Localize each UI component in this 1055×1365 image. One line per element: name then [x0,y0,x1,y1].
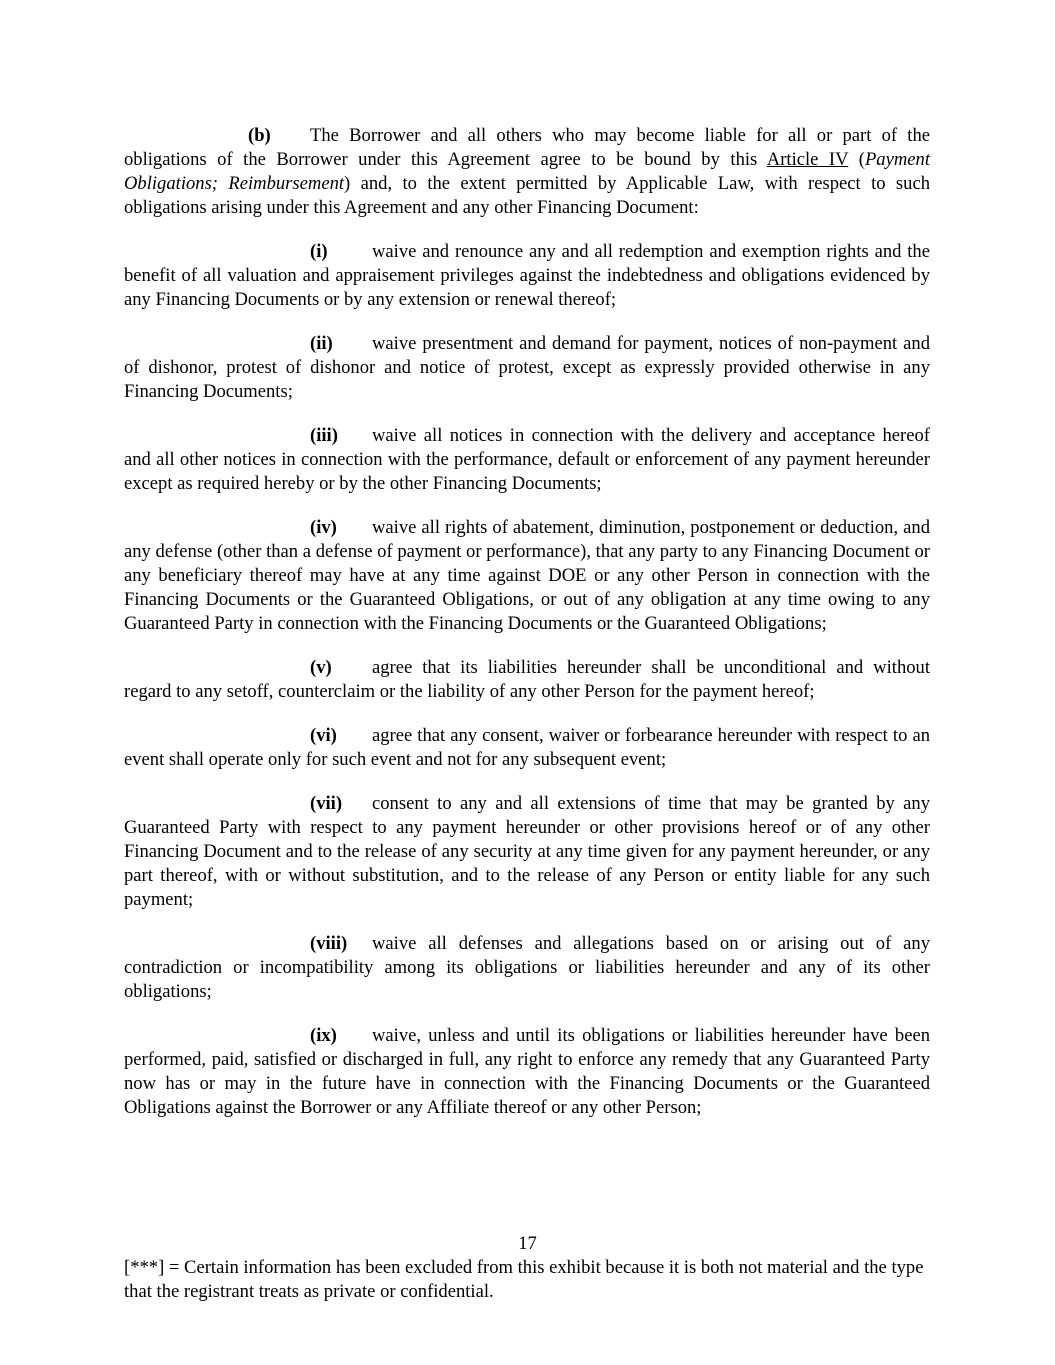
list-item-text: agree that its liabilities hereunder shall be unconditional and without regard to any setoff, counterclaim or the liability of any other Person for the payment hereof; [124,657,930,702]
list-item-label: (i) [310,241,328,262]
list-item-text: consent to any and all extensions of time that may be granted by any Guaranteed Party with respect to any payment hereunder or other provisions hereof or of any other Financing Document and to the release of any security at any time given for any payment hereunder, or any part thereof, with or without substitution, and to the release of any Person or entity liable for any such payment; [124,793,930,910]
page-number: 17 [518,1233,537,1254]
list-item-i [124,240,930,312]
list-item-text: waive presentment and demand for payment, notices of non-payment and of dishonor, protest of dishonor and notice of protest, except as expressly provided otherwise in any Financing Documents; [124,333,930,402]
list-item-label: (ii) [310,333,333,354]
list-item-ix [124,1024,930,1120]
list-item-iv [124,516,930,636]
list-item-label: (v) [310,657,332,678]
list-item-text: waive all notices in connection with the delivery and acceptance hereof and all other notices in connection with the performance, default or enforcement of any payment hereunder except as required hereby or by the other Financing Documents; [124,425,930,494]
list-item-label: (vii) [310,793,343,814]
list-item-text: waive, unless and until its obligations or liabilities hereunder have been performed, paid, satisfied or discharged in full, any right to enforce any remedy that any Guaranteed Party now has or may in the future have in connection with the Financing Documents or the Guaranteed Obligations against the Borrower or any Affiliate thereof or any other Person; [124,1025,930,1118]
list-item-v [124,656,930,704]
paragraph-b-open-paren: ( [848,149,865,170]
list-item-text: agree that any consent, waiver or forbearance hereunder with respect to an event shall operate only for such event and not for any subsequent event; [124,725,930,770]
list-item-text: waive and renounce any and all redemption and exemption rights and the benefit of all valuation and appraisement privileges against the indebtedness and obligations evidenced by any Financing Documents or by any extension or renewal thereof; [124,241,930,310]
list-item-label: (ix) [310,1025,337,1046]
footer-note: [***] = Certain information has been excluded from this exhibit because it is both not material and the type that the registrant treats as private or confidential. [124,1257,924,1302]
article-iv-title: Payment Obligations; Reimbursement [124,149,930,194]
list-item-text: waive all rights of abatement, diminution, postponement or deduction, and any defense (other than a defense of payment or performance), that any party to any Financing Document or any beneficiary thereof may have at any time against DOE or any other Person in connection with the Financing Documents or the Guaranteed Obligations, or out of any obligation at any time owing to any Guaranteed Party in connection with the Financing Documents or the Guaranteed Obligations; [124,517,930,634]
paragraph-b [124,124,930,220]
list-item-vii [124,792,930,912]
list-item-viii [124,932,930,1004]
list-item-vi [124,724,930,772]
list-item-label: (vi) [310,725,337,746]
document-body [124,124,930,1140]
list-item-label: (viii) [310,933,348,954]
list-item-label: (iii) [310,425,338,446]
list-item-text: waive all defenses and allegations based on or arising out of any contradiction or incompatibility among its obligations or liabilities hereunder and any of its other obligations; [124,933,930,1002]
paragraph-b-text-after: ) and, to the extent permitted by Applicable Law, with respect to such obligations arising under this Agreement and any other Financing Document: [124,173,930,218]
list-item-ii [124,332,930,404]
article-iv-reference: Article IV [766,149,849,170]
paragraph-b-label: (b) [248,125,271,146]
list-item-iii [124,424,930,496]
paragraph-b-text-before-ref: The Borrower and all others who may become liable for all or part of the obligations of the Borrower under this Agreement agree to be bound by this [124,125,930,170]
list-item-label: (iv) [310,517,337,538]
